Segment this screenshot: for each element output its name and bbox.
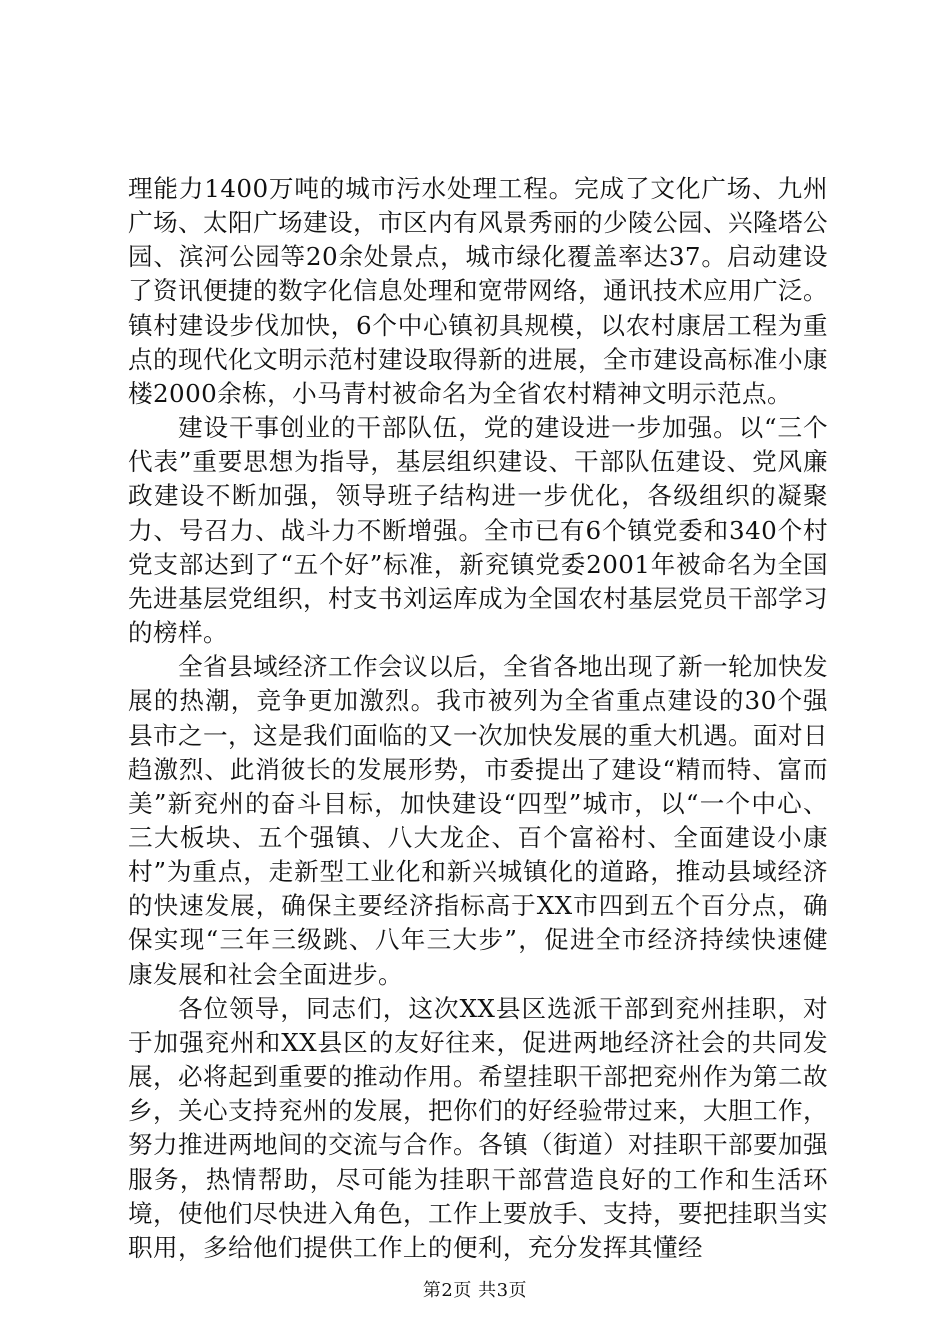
page-number-footer: 第2页 共3页: [422, 1280, 528, 1301]
paragraph-county-economy: 全省县域经济工作会议以后，全省各地出现了新一轮加快发展的热潮，竞争更加激烈。我市被列为全省重点建设的30个强县市之一，这是我们面临的又一次加快发展的重大机遇。面对日趋激烈、此消彼长的发展形势，市委提出了建设“精而特、富而美”新兖州的奋斗目标，加快建设“四型”城市，以“一个中心、三大板块、五个强镇、八大龙企、百个富裕村、全面建设小康村”为重点，走新型工业化和新兴城镇化的道路，推动县域经济的快速发展，确保主要经济指标高于XX市四到五个百分点，确保实现“三年三级跳、八年三大步”，促进全市经济持续快速健康发展和社会全面进步。: [128, 652, 828, 989]
paragraph-party-building: 建设干事创业的干部队伍，党的建设进一步加强。以“三个代表”重要思想为指导，基层组织建设、干部队伍建设、党风廉政建设不断加强，领导班子结构进一步优化，各级组织的凝聚力、号召力、战斗力不断增强。全市已有6个镇党委和340个村党支部达到了“五个好”标准，新兖镇党委2001年被命名为全国先进基层党组织，村支书刘运库成为全国农村基层党员干部学习的榜样。: [128, 413, 828, 648]
paragraph-cadre-exchange: 各位领导，同志们，这次XX县区选派干部到兖州挂职，对于加强兖州和XX县区的友好往来，促进两地经济社会的共同发展，必将起到重要的推动作用。希望挂职干部把兖州作为第二故乡，关心支持兖州的发展，把你们的好经验带过来，大胆工作，努力推进两地间的交流与合作。各镇（街道）对挂职干部要加强服务，热情帮助，尽可能为挂职干部营造良好的工作和生活环境，使他们尽快进入角色，工作上要放手、支持，要把挂职当实职用，多给他们提供工作上的便利，充分发挥其懂经: [128, 993, 828, 1262]
document-body: [128, 172, 828, 1265]
paragraph-continuation: 理能力1400万吨的城市污水处理工程。完成了文化广场、九州广场、太阳广场建设，市区内有风景秀丽的少陵公园、兴隆塔公园、滨河公园等20余处景点，城市绿化覆盖率达37。启动建设了资讯便捷的数字化信息处理和宽带网络，通讯技术应用广泛。镇村建设步伐加快，6个中心镇初具规模，以农村康居工程为重点的现代化文明示范村建设取得新的进展，全市建设高标准小康楼2000余栋，小马青村被命名为全省农村精神文明示范点。: [128, 174, 828, 408]
